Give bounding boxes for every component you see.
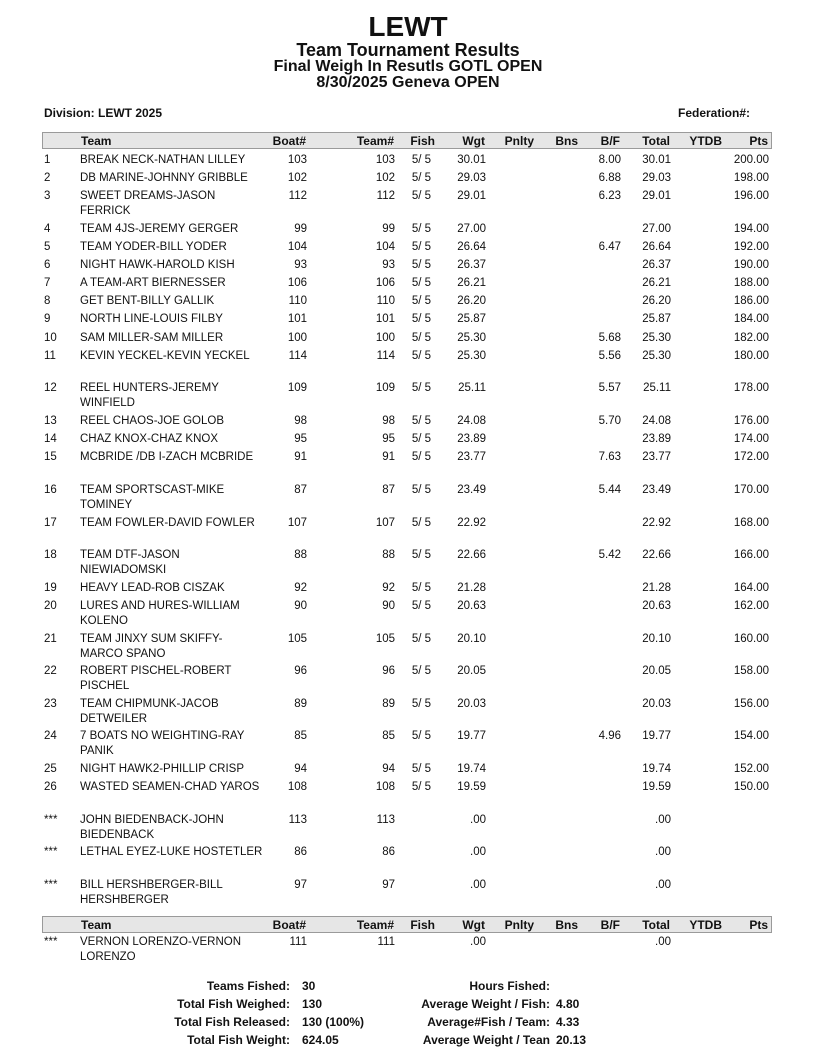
row-total: 20.05 [642, 665, 671, 677]
teams-fished-label: Teams Fished: [206, 979, 290, 993]
row-bf: 4.96 [598, 730, 621, 742]
row-total: .00 [655, 846, 671, 858]
row-team: REEL CHAOS-JOE GOLOB [80, 415, 224, 427]
row-fish: 5/ 5 [411, 582, 431, 594]
row-fish: 5/ 5 [411, 332, 431, 344]
row-team: MCBRIDE /DB I-ZACH MCBRIDE [80, 451, 254, 463]
row-bf: 8.00 [598, 154, 621, 166]
col-pnlty: Pnlty [504, 918, 534, 932]
row-team-no: 101 [375, 313, 395, 325]
teams-fished-value: 30 [302, 979, 316, 993]
col-pnlty: Pnlty [504, 134, 534, 148]
row-wgt: 29.03 [457, 172, 486, 184]
row-pts: 176.00 [733, 415, 769, 427]
col-team: Team [81, 918, 112, 932]
row-pts: 162.00 [733, 600, 769, 612]
row-boat: 102 [287, 172, 307, 184]
col-boat: Boat# [272, 134, 306, 148]
row-bf: 5.70 [598, 415, 621, 427]
row-wgt: 21.28 [457, 582, 486, 594]
row-place: 25 [44, 763, 57, 775]
row-team: TEAM JINXY SUM SKIFFY-MARCO SPANO [80, 633, 223, 660]
row-bf: 6.47 [598, 241, 621, 253]
row-boat: 113 [288, 814, 307, 826]
row-boat: 110 [288, 295, 307, 307]
col-team-no: Team# [356, 134, 394, 148]
row-bf: 7.63 [598, 451, 621, 463]
col-bns: Bns [555, 134, 578, 148]
row-team: SWEET DREAMS-JASON FERRICK [80, 190, 216, 217]
division-label: Division: LEWT 2025 [44, 106, 163, 120]
row-team: NIGHT HAWK-HAROLD KISH [80, 259, 235, 271]
row-wgt: 24.08 [457, 415, 486, 427]
row-total: 25.30 [642, 350, 671, 362]
row-boat: 108 [287, 781, 307, 793]
col-wgt: Wgt [462, 918, 485, 932]
col-total: Total [642, 918, 670, 932]
row-wgt: 25.87 [457, 313, 486, 325]
row-wgt: 23.77 [457, 451, 486, 463]
row-pts: 192.00 [733, 241, 769, 253]
row-place: 23 [44, 698, 57, 710]
row-team: VERNON LORENZO-VERNON LORENZO [80, 936, 242, 963]
row-boat: 100 [287, 332, 307, 344]
row-boat: 87 [294, 484, 307, 496]
row-pts: 186.00 [733, 295, 769, 307]
row-team: KEVIN YECKEL-KEVIN YECKEL [80, 350, 250, 362]
row-wgt: 25.30 [457, 332, 486, 344]
row-total: 25.30 [642, 332, 671, 344]
row-total: 29.03 [642, 172, 671, 184]
total-fish-weighed-value: 130 [302, 997, 323, 1011]
row-team-no: 91 [382, 451, 395, 463]
row-boat: 95 [294, 433, 307, 445]
row-place: 3 [44, 190, 51, 202]
row-boat: 93 [294, 259, 307, 271]
row-place: 8 [44, 295, 51, 307]
row-place: 19 [44, 582, 57, 594]
row-place: 14 [44, 433, 57, 445]
total-fish-released-label: Total Fish Released: [174, 1015, 290, 1029]
row-team: TEAM FOWLER-DAVID FOWLER [80, 517, 255, 529]
row-total: 25.87 [642, 313, 671, 325]
row-team: LETHAL EYEZ-LUKE HOSTETLER [80, 846, 263, 858]
row-wgt: .00 [470, 936, 486, 948]
row-place: 20 [44, 600, 57, 612]
row-team-no: 109 [375, 382, 395, 394]
report-event-line: Final Weigh In Resutls GOTL OPEN [273, 58, 543, 75]
row-bf: 5.42 [598, 549, 621, 561]
row-fish: 5/ 5 [411, 382, 431, 394]
row-wgt: 22.92 [457, 517, 486, 529]
row-total: 20.10 [642, 633, 671, 645]
col-team-no: Team# [356, 918, 394, 932]
row-place: *** [44, 879, 58, 891]
row-team-no: 100 [375, 332, 395, 344]
row-boat: 107 [287, 517, 307, 529]
row-place: 17 [44, 517, 57, 529]
row-place: 26 [44, 781, 57, 793]
row-wgt: 26.21 [457, 277, 486, 289]
report-subtitle: Team Tournament Results [296, 40, 520, 60]
row-team-no: 106 [375, 277, 395, 289]
total-fish-released-value: 130 (100%) [302, 1015, 365, 1029]
row-pts: 178.00 [733, 382, 769, 394]
row-wgt: 26.20 [457, 295, 486, 307]
row-pts: 164.00 [733, 582, 769, 594]
row-team-no: 113 [376, 814, 395, 826]
row-boat: 114 [288, 350, 307, 362]
row-fish: 5/ 5 [411, 781, 431, 793]
row-fish: 5/ 5 [411, 223, 431, 235]
col-wgt: Wgt [462, 134, 485, 148]
row-place: 4 [44, 223, 51, 235]
row-boat: 86 [294, 846, 307, 858]
row-pts: 180.00 [733, 350, 769, 362]
row-place: 6 [44, 259, 51, 271]
row-boat: 101 [287, 313, 307, 325]
row-total: 19.74 [642, 763, 671, 775]
row-fish: 5/ 5 [411, 433, 431, 445]
row-total: 23.77 [642, 451, 671, 463]
col-bns: Bns [555, 918, 578, 932]
row-team: DB MARINE-JOHNNY GRIBBLE [80, 172, 248, 184]
row-fish: 5/ 5 [411, 698, 431, 710]
row-bf: 5.56 [598, 350, 621, 362]
col-pts: Pts [749, 134, 768, 148]
row-pts: 190.00 [733, 259, 769, 271]
row-total: 24.08 [642, 415, 671, 427]
row-pts: 166.00 [733, 549, 769, 561]
row-total: .00 [655, 936, 671, 948]
row-boat: 99 [294, 223, 307, 235]
row-wgt: .00 [470, 879, 486, 891]
row-fish: 5/ 5 [411, 517, 431, 529]
row-team-no: 85 [382, 730, 395, 742]
row-wgt: 19.77 [457, 730, 486, 742]
row-place: 9 [44, 313, 51, 325]
row-total: 20.63 [642, 600, 671, 612]
row-place: 1 [44, 154, 51, 166]
row-team: BILL HERSHBERGER-BILL HERSHBERGER [80, 879, 223, 906]
row-team: 7 BOATS NO WEIGHTING-RAY PANIK [80, 730, 245, 757]
row-team-no: 102 [375, 172, 395, 184]
row-place: 24 [44, 730, 57, 742]
row-boat: 106 [287, 277, 307, 289]
row-team: SAM MILLER-SAM MILLER [80, 332, 224, 344]
row-total: 26.64 [642, 241, 671, 253]
row-fish: 5/ 5 [411, 154, 431, 166]
row-team: HEAVY LEAD-ROB CISZAK [80, 582, 225, 594]
row-boat: 91 [294, 451, 307, 463]
row-wgt: .00 [470, 814, 486, 826]
row-total: 19.59 [642, 781, 671, 793]
row-team-no: 104 [375, 241, 395, 253]
row-team-no: 86 [382, 846, 395, 858]
row-pts: 154.00 [733, 730, 769, 742]
row-place: *** [44, 846, 58, 858]
row-total: 22.92 [642, 517, 671, 529]
row-team: REEL HUNTERS-JEREMY WINFIELD [80, 382, 219, 409]
row-fish: 5/ 5 [411, 313, 431, 325]
row-wgt: 20.63 [457, 600, 486, 612]
row-wgt: .00 [470, 846, 486, 858]
row-wgt: 19.59 [457, 781, 486, 793]
row-team-no: 110 [376, 295, 395, 307]
row-team: WASTED SEAMEN-CHAD YAROS [80, 781, 260, 793]
row-team-no: 93 [382, 259, 395, 271]
row-team-no: 98 [382, 415, 395, 427]
row-boat: 112 [288, 190, 307, 202]
row-fish: 5/ 5 [411, 295, 431, 307]
row-place: 18 [44, 549, 57, 561]
row-fish: 5/ 5 [411, 190, 431, 202]
row-pts: 158.00 [733, 665, 769, 677]
row-team-no: 111 [377, 936, 395, 948]
row-pts: 168.00 [733, 517, 769, 529]
row-pts: 194.00 [733, 223, 769, 235]
row-wgt: 20.10 [457, 633, 486, 645]
row-wgt: 26.64 [457, 241, 486, 253]
row-team: GET BENT-BILLY GALLIK [80, 295, 215, 307]
avg-weight-fish-label: Average Weight / Fish: [421, 997, 550, 1011]
row-team-no: 90 [382, 600, 395, 612]
row-team: TEAM YODER-BILL YODER [80, 241, 227, 253]
row-team-no: 92 [382, 582, 395, 594]
row-fish: 5/ 5 [411, 259, 431, 271]
row-wgt: 19.74 [457, 763, 486, 775]
row-boat: 96 [294, 665, 307, 677]
row-wgt: 25.11 [458, 382, 486, 394]
row-team: TEAM SPORTSCAST-MIKE TOMINEY [80, 484, 225, 511]
row-pts: 150.00 [733, 781, 769, 793]
row-team-no: 105 [375, 633, 395, 645]
report-title: LEWT [368, 11, 448, 42]
row-fish: 5/ 5 [411, 665, 431, 677]
row-team: A TEAM-ART BIERNESSER [80, 277, 226, 289]
row-pts: 156.00 [733, 698, 769, 710]
row-total: 29.01 [642, 190, 671, 202]
row-fish: 5/ 5 [411, 277, 431, 289]
row-total: 25.11 [643, 382, 671, 394]
row-total: 27.00 [642, 223, 671, 235]
row-fish: 5/ 5 [411, 172, 431, 184]
row-boat: 111 [289, 936, 307, 948]
col-fish: Fish [410, 918, 435, 932]
avg-fish-team-label: Average#Fish / Team: [427, 1015, 550, 1029]
row-fish: 5/ 5 [411, 730, 431, 742]
hours-fished-label: Hours Fished: [469, 979, 550, 993]
row-team-no: 114 [376, 350, 395, 362]
row-wgt: 20.05 [457, 665, 486, 677]
row-wgt: 26.37 [457, 259, 486, 271]
row-fish: 5/ 5 [411, 415, 431, 427]
row-team: TEAM 4JS-JEREMY GERGER [80, 223, 239, 235]
row-team-no: 112 [376, 190, 395, 202]
row-total: .00 [655, 879, 671, 891]
row-pts: 198.00 [733, 172, 769, 184]
row-place: 7 [44, 277, 51, 289]
row-team-no: 108 [375, 781, 395, 793]
row-wgt: 23.49 [457, 484, 486, 496]
row-team: JOHN BIEDENBACK-JOHN BIEDENBACK [80, 814, 224, 841]
avg-weight-team-value: 20.13 [556, 1033, 587, 1047]
row-team: BREAK NECK-NATHAN LILLEY [80, 154, 246, 166]
row-total: 26.21 [642, 277, 671, 289]
col-ytdb: YTDB [689, 134, 722, 148]
row-place: 15 [44, 451, 57, 463]
row-pts: 160.00 [733, 633, 769, 645]
col-pts: Pts [749, 918, 768, 932]
row-boat: 97 [294, 879, 307, 891]
row-pts: 188.00 [733, 277, 769, 289]
row-wgt: 25.30 [457, 350, 486, 362]
col-total: Total [642, 134, 670, 148]
row-team: NIGHT HAWK2-PHILLIP CRISP [80, 763, 245, 775]
col-fish: Fish [410, 134, 435, 148]
avg-fish-team-value: 4.33 [556, 1015, 580, 1029]
row-team: NORTH LINE-LOUIS FILBY [80, 313, 223, 325]
row-place: 13 [44, 415, 57, 427]
row-boat: 105 [287, 633, 307, 645]
row-pts: 152.00 [733, 763, 769, 775]
row-pts: 184.00 [733, 313, 769, 325]
row-pts: 172.00 [733, 451, 769, 463]
col-ytdb: YTDB [689, 918, 722, 932]
row-place: 22 [44, 665, 57, 677]
total-fish-weight-value: 624.05 [302, 1033, 339, 1047]
row-total: 30.01 [642, 154, 671, 166]
avg-weight-fish-value: 4.80 [556, 997, 580, 1011]
row-boat: 94 [294, 763, 307, 775]
row-team-no: 97 [382, 879, 395, 891]
row-bf: 6.23 [598, 190, 621, 202]
row-team-no: 87 [382, 484, 395, 496]
row-boat: 88 [294, 549, 307, 561]
row-pts: 170.00 [733, 484, 769, 496]
row-bf: 6.88 [598, 172, 621, 184]
row-team-no: 103 [375, 154, 395, 166]
results-table-header-2 [42, 916, 772, 933]
results-table-header [42, 132, 772, 149]
report-date-line: 8/30/2025 Geneva OPEN [316, 74, 500, 91]
row-place: *** [44, 936, 58, 948]
row-team-no: 89 [382, 698, 395, 710]
col-bf: B/F [600, 134, 620, 148]
row-wgt: 27.00 [457, 223, 486, 235]
row-bf: 5.44 [598, 484, 621, 496]
total-fish-weight-label: Total Fish Weight: [187, 1033, 290, 1047]
federation-label: Federation#: [678, 106, 751, 120]
row-boat: 104 [287, 241, 307, 253]
row-fish: 5/ 5 [411, 600, 431, 612]
row-bf: 5.68 [598, 332, 621, 344]
row-fish: 5/ 5 [411, 350, 431, 362]
row-team: ROBERT PISCHEL-ROBERT PISCHEL [80, 665, 232, 692]
row-place: 10 [44, 332, 57, 344]
col-boat: Boat# [272, 918, 306, 932]
row-wgt: 20.03 [457, 698, 486, 710]
row-fish: 5/ 5 [411, 451, 431, 463]
row-boat: 109 [287, 382, 307, 394]
row-fish: 5/ 5 [411, 763, 431, 775]
row-team-no: 88 [382, 549, 395, 561]
row-wgt: 30.01 [457, 154, 486, 166]
row-place: *** [44, 814, 58, 826]
total-fish-weighed-label: Total Fish Weighed: [177, 997, 290, 1011]
row-total: 26.37 [642, 259, 671, 271]
row-wgt: 23.89 [457, 433, 486, 445]
row-team: CHAZ KNOX-CHAZ KNOX [80, 433, 219, 445]
row-fish: 5/ 5 [411, 241, 431, 253]
row-total: 23.89 [642, 433, 671, 445]
row-place: 16 [44, 484, 57, 496]
row-place: 2 [44, 172, 51, 184]
row-pts: 174.00 [733, 433, 769, 445]
row-bf: 5.57 [598, 382, 621, 394]
row-place: 21 [44, 633, 57, 645]
row-boat: 98 [294, 415, 307, 427]
row-team-no: 107 [375, 517, 395, 529]
row-total: 19.77 [642, 730, 671, 742]
row-boat: 92 [294, 582, 307, 594]
row-total: 23.49 [642, 484, 671, 496]
row-place: 5 [44, 241, 51, 253]
row-boat: 90 [294, 600, 307, 612]
avg-weight-team-label: Average Weight / Tean [422, 1033, 550, 1047]
row-place: 11 [44, 350, 56, 362]
row-fish: 5/ 5 [411, 549, 431, 561]
row-total: .00 [655, 814, 671, 826]
row-fish: 5/ 5 [411, 633, 431, 645]
col-bf: B/F [600, 918, 620, 932]
row-pts: 182.00 [733, 332, 769, 344]
row-team: LURES AND HURES-WILLIAM KOLENO [80, 600, 240, 627]
row-team-no: 94 [382, 763, 395, 775]
row-team-no: 99 [382, 223, 395, 235]
row-boat: 85 [294, 730, 307, 742]
row-total: 21.28 [642, 582, 671, 594]
row-team-no: 95 [382, 433, 395, 445]
row-boat: 89 [294, 698, 307, 710]
row-team: TEAM DTF-JASON NIEWIADOMSKI [80, 549, 180, 576]
row-team-no: 96 [382, 665, 395, 677]
row-team: TEAM CHIPMUNK-JACOB DETWEILER [80, 698, 219, 725]
row-fish: 5/ 5 [411, 484, 431, 496]
row-pts: 196.00 [733, 190, 769, 202]
row-boat: 103 [287, 154, 307, 166]
row-total: 26.20 [642, 295, 671, 307]
row-total: 20.03 [642, 698, 671, 710]
col-team: Team [81, 134, 112, 148]
row-wgt: 29.01 [457, 190, 486, 202]
row-total: 22.66 [642, 549, 671, 561]
row-pts: 200.00 [733, 154, 769, 166]
row-place: 12 [44, 382, 57, 394]
row-wgt: 22.66 [457, 549, 486, 561]
